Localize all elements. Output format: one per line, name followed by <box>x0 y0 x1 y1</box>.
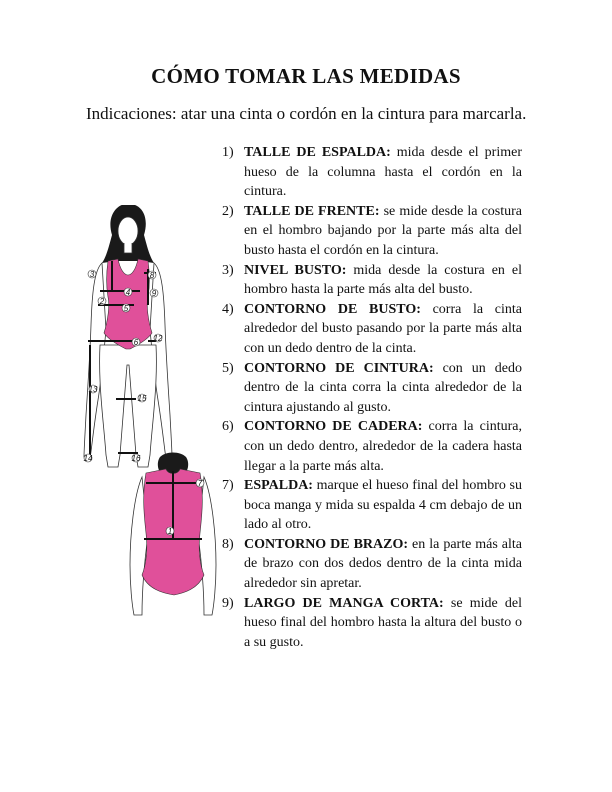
marker-label: 1 <box>167 527 173 536</box>
step-number: 9) <box>222 595 234 611</box>
body-measurement-illustration <box>78 205 228 625</box>
marker-label: 12 <box>153 334 163 343</box>
step-text: se mide del hueso final del hombro hasta la altura del busto o a su gusto. <box>244 595 522 650</box>
step-label: CONTORNO DE CADERA: <box>244 419 423 435</box>
marker-label: 4 <box>125 288 131 297</box>
marker-label: 14 <box>83 454 93 463</box>
face-shape <box>118 217 138 245</box>
front-figure <box>84 205 172 467</box>
step-label: ESPALDA: <box>244 478 313 494</box>
marker-label: 3 <box>89 270 95 279</box>
step-label: TALLE DE ESPALDA: <box>244 145 391 160</box>
step-number: 6) <box>222 419 234 435</box>
marker-label: 9 <box>151 289 157 298</box>
marker-label: 5 <box>123 304 129 313</box>
step-item <box>222 202 522 261</box>
marker-label: 2 <box>99 297 105 306</box>
step-item <box>222 359 522 418</box>
marker-label: 8 <box>149 271 155 280</box>
step-text: mida desde la costura en el hombro hasta la parte más alta del busto. <box>244 262 522 298</box>
step-label: CONTORNO DE BRAZO: <box>244 536 409 552</box>
legs-shape <box>100 345 157 467</box>
step-number: 1) <box>222 145 234 160</box>
step-number: 2) <box>222 203 234 219</box>
step-label: CONTORNO DE BUSTO: <box>244 301 421 317</box>
step-text: con un dedo dentro de la cinta corra la cinta alrededor de la cintura ajustando al gusto. <box>244 360 522 415</box>
step-item <box>222 143 522 202</box>
step-item <box>222 261 522 300</box>
step-number: 5) <box>222 360 234 376</box>
step-number: 3) <box>222 262 234 278</box>
step-number: 7) <box>222 478 234 494</box>
step-item <box>222 594 522 653</box>
step-text: corra la cinta alrededor del busto pasando por la parte más alta con un dedo dentro de la cinta. <box>244 301 523 356</box>
page-title: CÓMO TOMAR LAS MEDIDAS <box>151 64 461 88</box>
step-label: TALLE DE FRENTE: <box>244 203 380 219</box>
step-text: en la parte más alta de brazo con dos dedos dentro de la cinta mida alrededor sin apretar. <box>244 536 523 592</box>
step-item <box>222 417 522 476</box>
step-label: LARGO DE MANGA CORTA: <box>244 595 444 611</box>
step-text: marque el hueso final del hombro su boca manga y mida su espalda 4 cm debajo de un lado al otro. <box>244 478 522 533</box>
measurement-steps-list <box>222 143 522 652</box>
step-item <box>222 300 522 359</box>
step-label: CONTORNO DE CINTURA: <box>244 360 434 376</box>
step-number: 8) <box>222 536 234 552</box>
step-text: mida desde el primer hueso de la columna hasta el cordón en la cintura. <box>244 145 522 200</box>
marker-label: 13 <box>88 385 98 394</box>
marker-label: 16 <box>131 454 141 463</box>
marker-label: 15 <box>137 394 147 403</box>
step-item <box>222 476 522 535</box>
intro-text: Indicaciones: atar una cinta o cordón en la cintura para marcarla. <box>86 104 527 123</box>
step-item <box>222 535 522 594</box>
marker-label: 6 <box>133 338 139 347</box>
step-text: corra la cintura, con un dedo dentro, alrededor de la cadera hasta llegar a la parte más alta. <box>244 419 522 474</box>
back-figure <box>130 453 216 616</box>
step-number: 4) <box>222 301 234 317</box>
marker-label: 7 <box>197 479 203 488</box>
step-label: NIVEL BUSTO: <box>244 262 347 278</box>
step-text: se mide desde la costura en el hombro bajando por la parte más alta del busto hasta el cordón en la cintura. <box>244 203 522 258</box>
